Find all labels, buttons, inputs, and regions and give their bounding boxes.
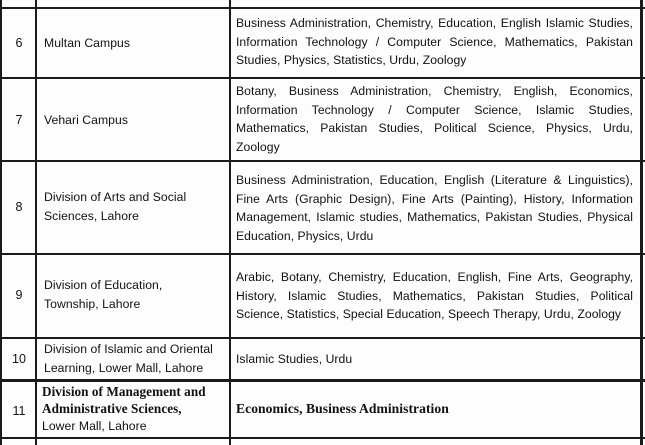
- row-number: 9: [15, 288, 23, 302]
- subjects-list: Business Administration, Education, English (Literature & Linguistics), Fine Arts (Graphic Design), Fine Arts (Painting), History, Information Management, Islamic studies, Mathematics, Pakistan Studies, Physical Education, Physics, Urdu: [236, 173, 633, 243]
- campus-name-line: Administrative Sciences,: [42, 400, 182, 416]
- campus-name: Multan Campus: [44, 36, 130, 50]
- campus-name-line: Division of Arts and Social: [44, 190, 187, 204]
- row-number: 6: [15, 36, 23, 50]
- row-number: 11: [12, 404, 26, 418]
- row-divider: [0, 337, 645, 339]
- campus-name-line: Township, Lahore: [44, 296, 141, 311]
- row-number: 7: [15, 113, 23, 127]
- row-number: 10: [11, 352, 26, 366]
- campus-name: [44, 276, 224, 313]
- row-divider: [0, 379, 645, 382]
- row-divider: [0, 160, 645, 162]
- campus-name: [42, 384, 228, 435]
- row-divider: [0, 437, 645, 439]
- campus-name: [44, 188, 224, 225]
- campus-name-line: Learning, Lower Mall, Lahore: [44, 360, 204, 375]
- subjects-list: Economics, Business Administration: [236, 401, 449, 416]
- campus-name-line: Sciences, Lahore: [44, 208, 139, 223]
- campus-name-line: Division of Management and: [42, 384, 206, 399]
- row-number: 8: [15, 200, 23, 214]
- row-divider: [0, 253, 645, 255]
- campus-name-line: Lower Mall, Lahore: [42, 418, 147, 433]
- subjects-list: Business Administration, Chemistry, Education, English Islamic Studies, Information Technology / Computer Science, Mathematics, Pakistan Studies, Physics, Statistics, Urdu, Zoology: [236, 16, 633, 68]
- campus-name-line: Division of Education,: [44, 278, 163, 292]
- subjects-list: Arabic, Botany, Chemistry, Education, English, Fine Arts, Geography, History, Islamic Studies, Mathematics, Pakistan Studies, Political Science, Statistics, Special Education, Speech Therapy, Urdu, Zoology: [236, 270, 633, 322]
- campus-name: Vehari Campus: [44, 113, 128, 127]
- campus-name-line: Division of Islamic and Oriental: [44, 342, 213, 356]
- campus-name: [44, 340, 228, 377]
- row-divider: [0, 7, 645, 9]
- subjects-list: Botany, Business Administration, Chemistry, English, Economics, Information Technology / Computer Science, Islamic Studies, Mathematics, Pakistan Studies, Political Science, Physics, Urdu, Zoology: [236, 84, 633, 154]
- row-divider: [0, 77, 645, 79]
- subjects-list: Islamic Studies, Urdu: [236, 352, 353, 366]
